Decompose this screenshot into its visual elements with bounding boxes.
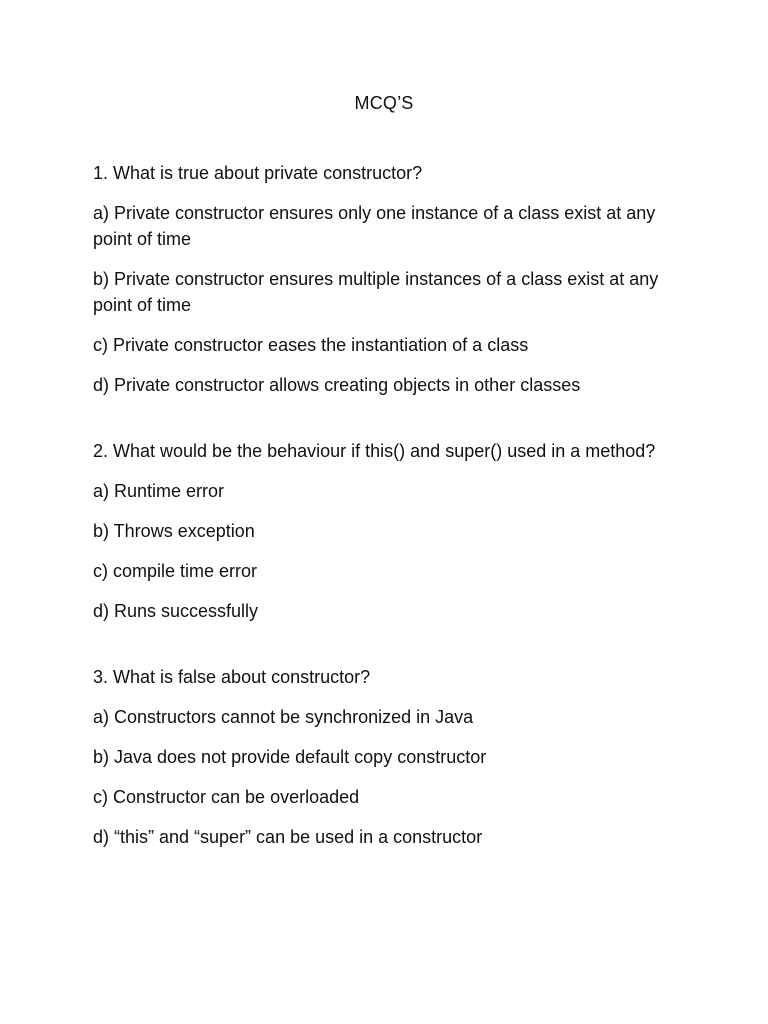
- question-1-option-c: c) Private constructor eases the instantiation of a class: [93, 335, 529, 355]
- question-3-option-a: a) Constructors cannot be synchronized in Java: [93, 707, 474, 727]
- question-2-option-d: d) Runs successfully: [93, 601, 259, 621]
- question-1-option-b: b) Private constructor ensures multiple instances of a class exist at any point of time: [93, 269, 659, 315]
- question-3-option-b: b) Java does not provide default copy constructor: [93, 747, 487, 767]
- question-2-option-b: b) Throws exception: [93, 521, 255, 541]
- question-1-option-a: a) Private constructor ensures only one instance of a class exist at any point of time: [93, 203, 656, 249]
- question-3-option-d: d) “this” and “super” can be used in a constructor: [93, 827, 483, 847]
- question-2-option-a: a) Runtime error: [93, 481, 225, 501]
- question-1: [93, 160, 683, 398]
- question-1-text: 1. What is true about private constructor?: [93, 163, 423, 183]
- question-3-text: 3. What is false about constructor?: [93, 667, 371, 687]
- question-2-text: 2. What would be the behaviour if this() and super() used in a method?: [93, 441, 656, 461]
- question-2: [93, 438, 683, 624]
- question-3: [93, 664, 683, 850]
- question-3-option-c: c) Constructor can be overloaded: [93, 787, 360, 807]
- question-1-option-d: d) Private constructor allows creating objects in other classes: [93, 375, 581, 395]
- question-2-option-c: c) compile time error: [93, 561, 258, 581]
- page-title: MCQ’S: [354, 93, 414, 113]
- questions-list: [93, 160, 683, 890]
